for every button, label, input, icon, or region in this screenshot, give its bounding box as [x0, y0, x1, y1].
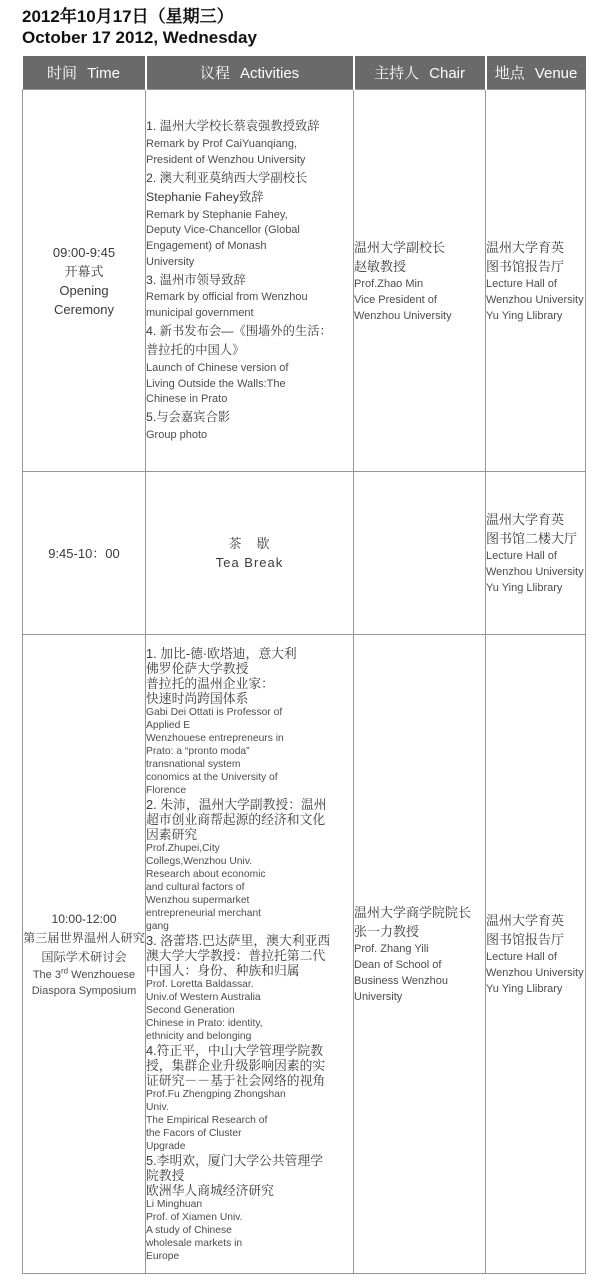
text-line: 温州大学育英 [486, 239, 565, 255]
text-line: Florence [146, 784, 187, 796]
text-line: Opening [59, 282, 109, 298]
table-row-tea-break [23, 472, 586, 635]
text-line: 5.李明欢，厦门大学公共管理学 [146, 1152, 324, 1168]
text-line: wholesale markets in [146, 1237, 243, 1249]
time-cell [23, 90, 146, 472]
text-line: 1. 加比-德·欧塔迪，意大利 [146, 645, 297, 661]
text-line: Dean of School of [354, 959, 442, 971]
text-line: 快速时尚跨国体系 [146, 690, 249, 706]
table-header [23, 56, 586, 90]
text-line: Univ.of Western Australia [146, 991, 261, 1003]
text-line: 欧洲华人商城经济研究 [146, 1182, 274, 1198]
date-title-english: October 17 2012, Wednesday [22, 28, 257, 47]
text-line: 图书馆二楼大厅 [486, 531, 578, 546]
text-line: Gabi Dei Ottati is Professor of [146, 706, 283, 718]
text-line: 赵敏教授 [354, 258, 407, 274]
text-line: Lecture Hall of [486, 277, 557, 290]
text-line: Second Generation [146, 1004, 235, 1016]
text-line: Univ. [146, 1101, 169, 1113]
text-line: Living Outside the Walls:The [146, 377, 286, 390]
text-line: The Empirical Research of [146, 1114, 268, 1126]
column-header-venue: 地点 Venue [486, 56, 586, 90]
text-line: Business Wenzhou [354, 975, 448, 987]
activities-cell [146, 635, 354, 1274]
text-line: Prof.Zhupei,City [146, 842, 220, 854]
text-line: Prof. Loretta Baldassar. [146, 978, 254, 990]
text-line: Chinese in Prato [146, 393, 228, 406]
text-line: 温州大学育英 [486, 913, 565, 928]
column-header-chair: 主持人 Chair [354, 56, 486, 90]
text-line: 普拉托的中国人》 [146, 343, 245, 358]
text-line: ethnicity and belonging [146, 1030, 252, 1042]
text-line: 3. 洛蕾塔.巴达萨里，澳大利亚西 [146, 932, 331, 948]
text-line: conomics at the University of [146, 771, 278, 783]
text-line: Remark by Stephanie Fahey, [146, 208, 288, 221]
text-line: Prof. of Xiamen Univ. [146, 1211, 243, 1223]
text-line: 授，集群企业升级影响因素的实 [146, 1057, 326, 1073]
venue-cell [486, 472, 586, 635]
text-line: Prato: a “pronto moda” [146, 745, 250, 757]
text-line: Chinese in Prato: identity, [146, 1017, 263, 1029]
text-line: 佛罗伦萨大学教授 [146, 660, 249, 676]
text-line: 因素研究 [146, 826, 198, 842]
text-line: 3. 温州市领导致辞 [146, 272, 246, 287]
text-line: Applied E [146, 719, 191, 731]
text-line: 2. 朱沛，温州大学副教授：温州 [146, 796, 327, 812]
text-line: Wenzhou University [354, 309, 452, 322]
text-line: Lecture Hall of [486, 951, 557, 963]
activities-cell [146, 472, 354, 635]
text-line: Engagement) of Monash [146, 240, 267, 253]
text-line: Group photo [146, 428, 208, 441]
text-line: Lecture Hall of [486, 550, 557, 562]
text-line: Deputy Vice-Chancellor (Global [146, 224, 300, 237]
text-line: Ceremony [54, 301, 114, 317]
text-line: Stephanie Fahey致辞 [146, 190, 264, 205]
text-line: Li Minghuan [146, 1198, 203, 1210]
text-line: 中国人：身份、种族和归属 [146, 962, 300, 978]
text-line: 第三届世界温州人研究 [23, 930, 145, 945]
text-line: 5.与会嘉宾合影 [146, 410, 231, 425]
time-cell [23, 472, 146, 635]
text-line: 茶 歇 [228, 536, 271, 551]
text-line: Yu Ying Llibrary [486, 983, 563, 995]
text-line: Wenzhou supermarket [146, 894, 250, 906]
text-line: Wenzhou University [486, 293, 584, 306]
text-line: Remark by official from Wenzhou [146, 291, 308, 304]
column-header-time: 时间 Time [23, 56, 146, 90]
text-line: Wenzhouese entrepreneurs in [146, 732, 284, 744]
text-line: and cultural factors of [146, 881, 245, 893]
text-line: 1. 温州大学校长蔡袁强教授致辞 [146, 119, 320, 134]
text-line: municipal government [146, 307, 254, 320]
text-line: 09:00-9:45 [52, 244, 116, 260]
text-line: Research about economic [146, 868, 266, 880]
text-line: entrepreneurial merchant [146, 907, 262, 919]
text-line: 温州大学商学院院长 [354, 905, 472, 920]
text-line: Yu Ying Llibrary [486, 582, 563, 594]
text-line: Wenzhou University [486, 967, 584, 979]
text-line: A study of Chinese [146, 1224, 232, 1236]
text-line: 澳大学大学教授：普拉托第二代 [146, 947, 326, 963]
text-line: 普拉托的温州企业家： [146, 675, 274, 691]
chair-cell [354, 472, 486, 635]
text-line: gang [146, 920, 169, 932]
text-line: Launch of Chinese version of [146, 361, 289, 374]
text-line: 温州大学副校长 [354, 239, 446, 255]
text-line: 温州大学育英 [486, 512, 565, 527]
text-line: Tea Break [215, 555, 284, 570]
text-line: The 3rd Wenzhouese [32, 965, 136, 981]
text-line: 证研究－－基于社会网络的视角 [146, 1072, 326, 1088]
text-line: 张一力教授 [354, 924, 420, 939]
text-line: University [146, 255, 195, 268]
text-line: Diaspora Symposium [31, 984, 137, 997]
text-line: Prof.Zhao Min [354, 277, 424, 290]
chair-cell [354, 90, 486, 472]
text-line: 10:00-12:00 [51, 911, 117, 926]
schedule-table [22, 56, 586, 1274]
activities-cell [146, 90, 354, 472]
chair-cell [354, 635, 486, 1274]
text-line: Wenzhou University [486, 566, 584, 578]
text-line: Prof.Fu Zhengping Zhongshan [146, 1088, 286, 1100]
text-line: University [354, 991, 403, 1003]
text-line: 9:45-10：00 [48, 545, 120, 561]
date-title-chinese: 2012年10月17日（星期三） [22, 7, 234, 26]
text-line: 4. 新书发布会—《围墙外的生活： [146, 323, 332, 338]
text-line: 院教授 [146, 1167, 185, 1183]
text-line: 2. 澳大利亚莫纳西大学副校长 [146, 170, 308, 185]
text-line: the Facors of Cluster [146, 1127, 242, 1139]
text-line: 4.符正平，中山大学管理学院教 [146, 1042, 324, 1058]
table-row-symposium [23, 635, 586, 1274]
text-line: Yu Ying Llibrary [486, 309, 563, 322]
venue-cell [486, 635, 586, 1274]
text-line: 开幕式 [64, 263, 104, 279]
text-line: 超市创业商帮起源的经济和文化 [146, 811, 326, 827]
text-line: Remark by Prof CaiYuanqiang, [146, 137, 298, 150]
text-line: Collegs,Wenzhou Univ. [146, 855, 253, 867]
text-line: Prof. Zhang Yili [354, 943, 429, 955]
text-line: 图书馆报告厅 [486, 932, 565, 947]
time-cell [23, 635, 146, 1274]
text-line: Europe [146, 1250, 180, 1262]
table-row-opening-ceremony [23, 90, 586, 472]
page-title [0, 0, 600, 48]
text-line: Upgrade [146, 1140, 186, 1152]
venue-cell [486, 90, 586, 472]
text-line: 国际学术研讨会 [41, 949, 127, 964]
text-line: President of Wenzhou University [146, 153, 306, 166]
text-line: transnational system [146, 758, 241, 770]
column-header-activities: 议程 Activities [146, 56, 354, 90]
text-line: 图书馆报告厅 [486, 258, 565, 274]
text-line: Vice President of [354, 293, 437, 306]
